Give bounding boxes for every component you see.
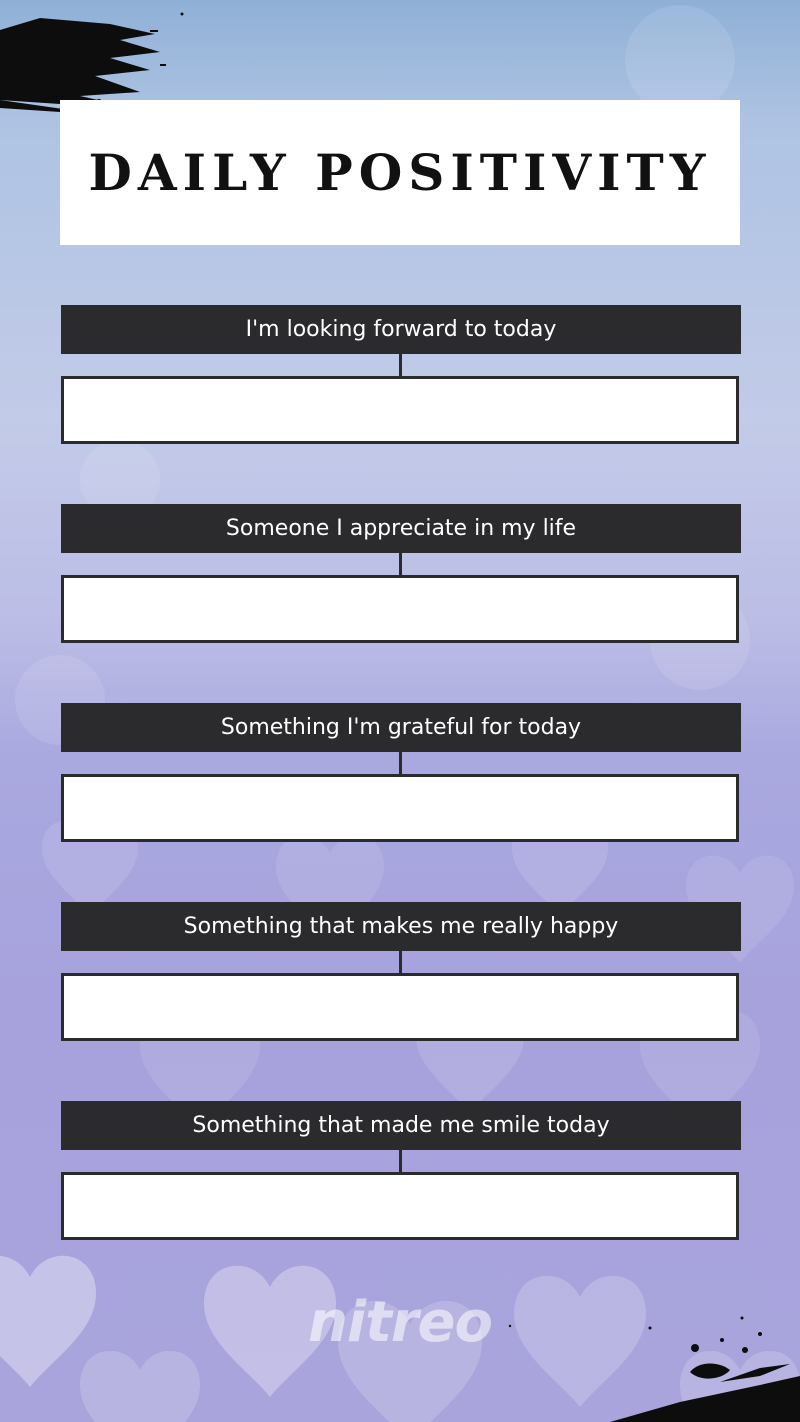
prompt-section-5 — [61, 1101, 741, 1240]
prompt-label: Something that makes me really happy — [61, 902, 741, 951]
prompt-label: Something that made me smile today — [61, 1101, 741, 1150]
heart-icon — [680, 1351, 800, 1422]
title-banner — [60, 100, 740, 245]
answer-field-grateful[interactable] — [61, 774, 739, 842]
answer-field-appreciate[interactable] — [61, 575, 739, 643]
prompt-label: Something I'm grateful for today — [61, 703, 741, 752]
prompt-section-3 — [61, 703, 741, 842]
connector-line — [399, 752, 402, 775]
connector-line — [399, 553, 402, 576]
prompt-section-2 — [61, 504, 741, 643]
connector-line — [399, 951, 402, 974]
answer-field-happy[interactable] — [61, 973, 739, 1041]
prompt-section-4 — [61, 902, 741, 1041]
brand-logo: nitreo — [308, 1290, 492, 1355]
prompt-label: Someone I appreciate in my life — [61, 504, 741, 553]
answer-field-looking-forward[interactable] — [61, 376, 739, 444]
page-title: DAILY POSITIVITY — [88, 143, 712, 202]
connector-line — [399, 1150, 402, 1173]
answer-field-smile[interactable] — [61, 1172, 739, 1240]
connector-line — [399, 354, 402, 377]
prompt-label: I'm looking forward to today — [61, 305, 741, 354]
heart-icon — [80, 1351, 200, 1422]
prompt-section-1 — [61, 305, 741, 444]
